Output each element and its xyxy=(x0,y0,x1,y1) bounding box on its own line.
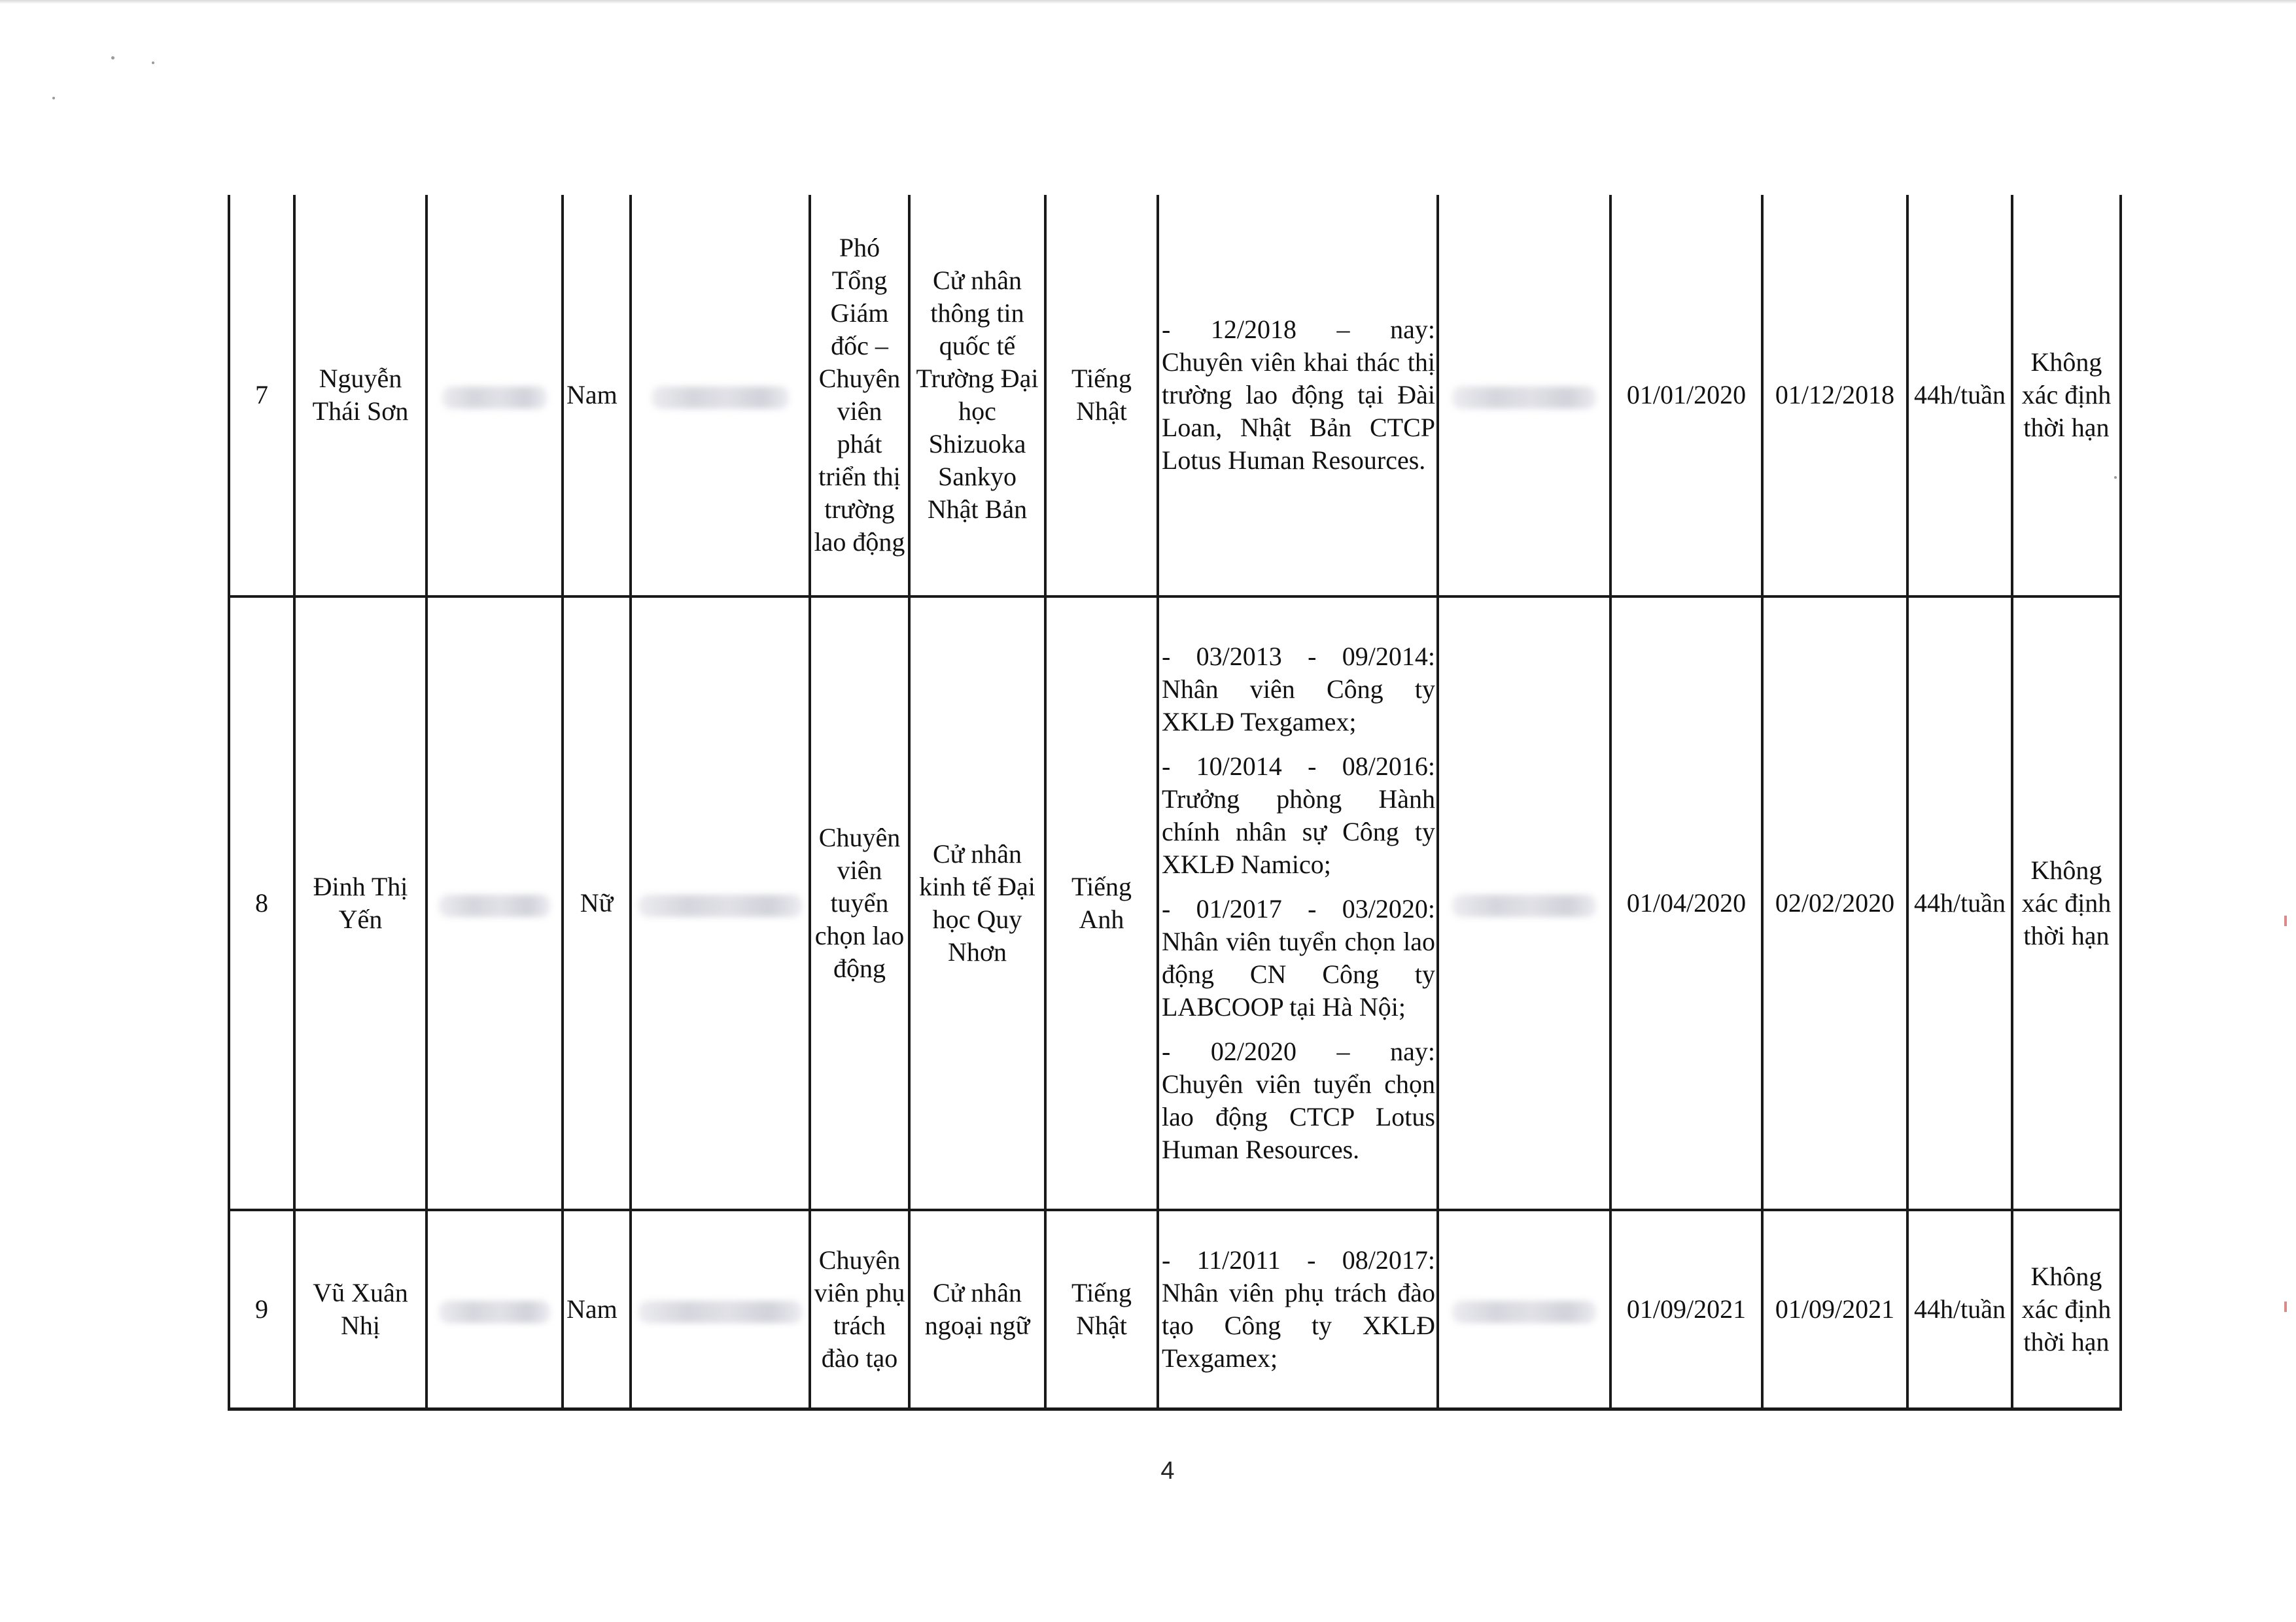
experience-range: - 03/2013 - 09/2014: xyxy=(1162,640,1435,673)
redacted-mark xyxy=(638,1301,802,1323)
cell-position: Chuyên viên tuyển chọn lao động xyxy=(810,596,909,1210)
range-end: nay: xyxy=(1390,315,1435,344)
redacted-mark xyxy=(1452,387,1596,409)
page-number: 4 xyxy=(1160,1457,1175,1485)
experience-range: - 02/2020 – nay: xyxy=(1162,1035,1435,1068)
redacted-mark xyxy=(439,895,550,917)
range-sep: - xyxy=(1308,642,1317,671)
cell-term: Không xác định thời hạn xyxy=(2012,596,2121,1210)
cell-name: Vũ Xuân Nhị xyxy=(294,1210,426,1409)
experience-range: - 12/2018 – nay: xyxy=(1162,313,1435,346)
cell-experience xyxy=(1158,1210,1438,1409)
cell-contract-redacted xyxy=(1438,596,1610,1210)
range-start: 03/2013 xyxy=(1196,642,1282,671)
cell-id-redacted xyxy=(631,1210,810,1409)
table-row xyxy=(229,1210,2121,1409)
experience-text: Chuyên viên tuyển chọn lao động CTCP Lotus Human Resources. xyxy=(1162,1069,1435,1164)
range-end: 03/2020: xyxy=(1342,894,1435,923)
experience-text: Chuyên viên khai thác thị trường lao động tại Đài Loan, Nhật Bản CTCP Lotus Human Resources. xyxy=(1162,347,1435,475)
cell-experience xyxy=(1158,596,1438,1210)
cell-gender: Nam xyxy=(563,1210,631,1409)
personnel-table-wrap xyxy=(228,195,2113,1413)
range-start: 10/2014 xyxy=(1196,751,1282,781)
experience-range: - 11/2011 - 08/2017: xyxy=(1162,1244,1435,1277)
cell-language: Tiếng Nhật xyxy=(1045,195,1158,596)
cell-stt: 9 xyxy=(229,1210,294,1409)
range-end: 08/2016: xyxy=(1342,751,1435,781)
range-start: 12/2018 xyxy=(1210,315,1296,344)
scan-speck xyxy=(152,61,154,64)
redacted-mark xyxy=(442,387,547,409)
cell-term: Không xác định thời hạn xyxy=(2012,1210,2121,1409)
cell-gender: Nam xyxy=(563,195,631,596)
cell-contract-redacted xyxy=(1438,1210,1610,1409)
table-row xyxy=(229,596,2121,1210)
cell-hours: 44h/tuần xyxy=(1907,1210,2012,1409)
cell-date-2: 01/12/2018 xyxy=(1762,195,1907,596)
cell-education: Cử nhân ngoại ngữ xyxy=(909,1210,1045,1409)
range-sep: - xyxy=(1308,751,1317,781)
experience-range: - 01/2017 - 03/2020: xyxy=(1162,893,1435,925)
experience-range: - 10/2014 - 08/2016: xyxy=(1162,750,1435,783)
cell-birthdate-redacted xyxy=(426,596,563,1210)
scan-speck xyxy=(111,56,114,60)
range-end: 09/2014: xyxy=(1342,642,1435,671)
redacted-mark xyxy=(638,895,802,917)
experience-text: Trưởng phòng Hành chính nhân sự Công ty XKLĐ Namico; xyxy=(1162,784,1435,879)
cell-id-redacted xyxy=(631,195,810,596)
redacted-mark xyxy=(439,1301,550,1323)
range-sep: - xyxy=(1308,894,1317,923)
scan-speck xyxy=(52,97,55,99)
cell-date-2: 01/09/2021 xyxy=(1762,1210,1907,1409)
cell-education: Cử nhân kinh tế Đại học Quy Nhơn xyxy=(909,596,1045,1210)
scan-margin-mark xyxy=(2284,916,2287,926)
table-row xyxy=(229,195,2121,596)
cell-id-redacted xyxy=(631,596,810,1210)
experience-item xyxy=(1162,1035,1435,1166)
cell-date-2: 02/02/2020 xyxy=(1762,596,1907,1210)
redacted-mark xyxy=(652,387,789,409)
cell-language: Tiếng Nhật xyxy=(1045,1210,1158,1409)
experience-text: Nhân viên Công ty XKLĐ Texgamex; xyxy=(1162,674,1435,736)
cell-language: Tiếng Anh xyxy=(1045,596,1158,1210)
scan-margin-mark xyxy=(2284,1302,2287,1312)
cell-date-1: 01/09/2021 xyxy=(1610,1210,1762,1409)
cell-contract-redacted xyxy=(1438,195,1610,596)
cell-gender: Nữ xyxy=(563,596,631,1210)
cell-birthdate-redacted xyxy=(426,195,563,596)
cell-date-1: 01/01/2020 xyxy=(1610,195,1762,596)
cell-position: Chuyên viên phụ trách đào tạo xyxy=(810,1210,909,1409)
cell-hours: 44h/tuần xyxy=(1907,596,2012,1210)
range-end: nay: xyxy=(1390,1037,1435,1066)
experience-text: Nhân viên phụ trách đào tạo Công ty XKLĐ Texgamex; xyxy=(1162,1278,1435,1373)
experience-item xyxy=(1162,640,1435,738)
cell-hours: 44h/tuần xyxy=(1907,195,2012,596)
cell-education: Cử nhân thông tin quốc tế Trường Đại học Shizuoka Sankyo Nhật Bản xyxy=(909,195,1045,596)
experience-item xyxy=(1162,313,1435,477)
range-start: 01/2017 xyxy=(1196,894,1282,923)
cell-name: Đinh Thị Yến xyxy=(294,596,426,1210)
range-sep: – xyxy=(1336,1037,1350,1066)
cell-birthdate-redacted xyxy=(426,1210,563,1409)
cell-experience xyxy=(1158,195,1438,596)
range-sep: - xyxy=(1307,1245,1316,1275)
page-top-edge xyxy=(0,0,2296,4)
cell-position: Phó Tổng Giám đốc – Chuyên viên phát triển thị trường lao động xyxy=(810,195,909,596)
cell-date-1: 01/04/2020 xyxy=(1610,596,1762,1210)
range-sep: – xyxy=(1336,315,1350,344)
redacted-mark xyxy=(1452,895,1596,917)
experience-item xyxy=(1162,1244,1435,1375)
range-start: 11/2011 xyxy=(1196,1245,1281,1275)
cell-name: Nguyễn Thái Sơn xyxy=(294,195,426,596)
experience-text: Nhân viên tuyển chọn lao động CN Công ty LABCOOP tại Hà Nội; xyxy=(1162,927,1435,1022)
redacted-mark xyxy=(1452,1301,1596,1323)
cell-stt: 7 xyxy=(229,195,294,596)
range-start: 02/2020 xyxy=(1210,1037,1296,1066)
personnel-table xyxy=(228,195,2122,1411)
cell-stt: 8 xyxy=(229,596,294,1210)
experience-item xyxy=(1162,893,1435,1024)
range-end: 08/2017: xyxy=(1342,1245,1435,1275)
cell-term: Không xác định thời hạn xyxy=(2012,195,2121,596)
experience-item xyxy=(1162,750,1435,881)
